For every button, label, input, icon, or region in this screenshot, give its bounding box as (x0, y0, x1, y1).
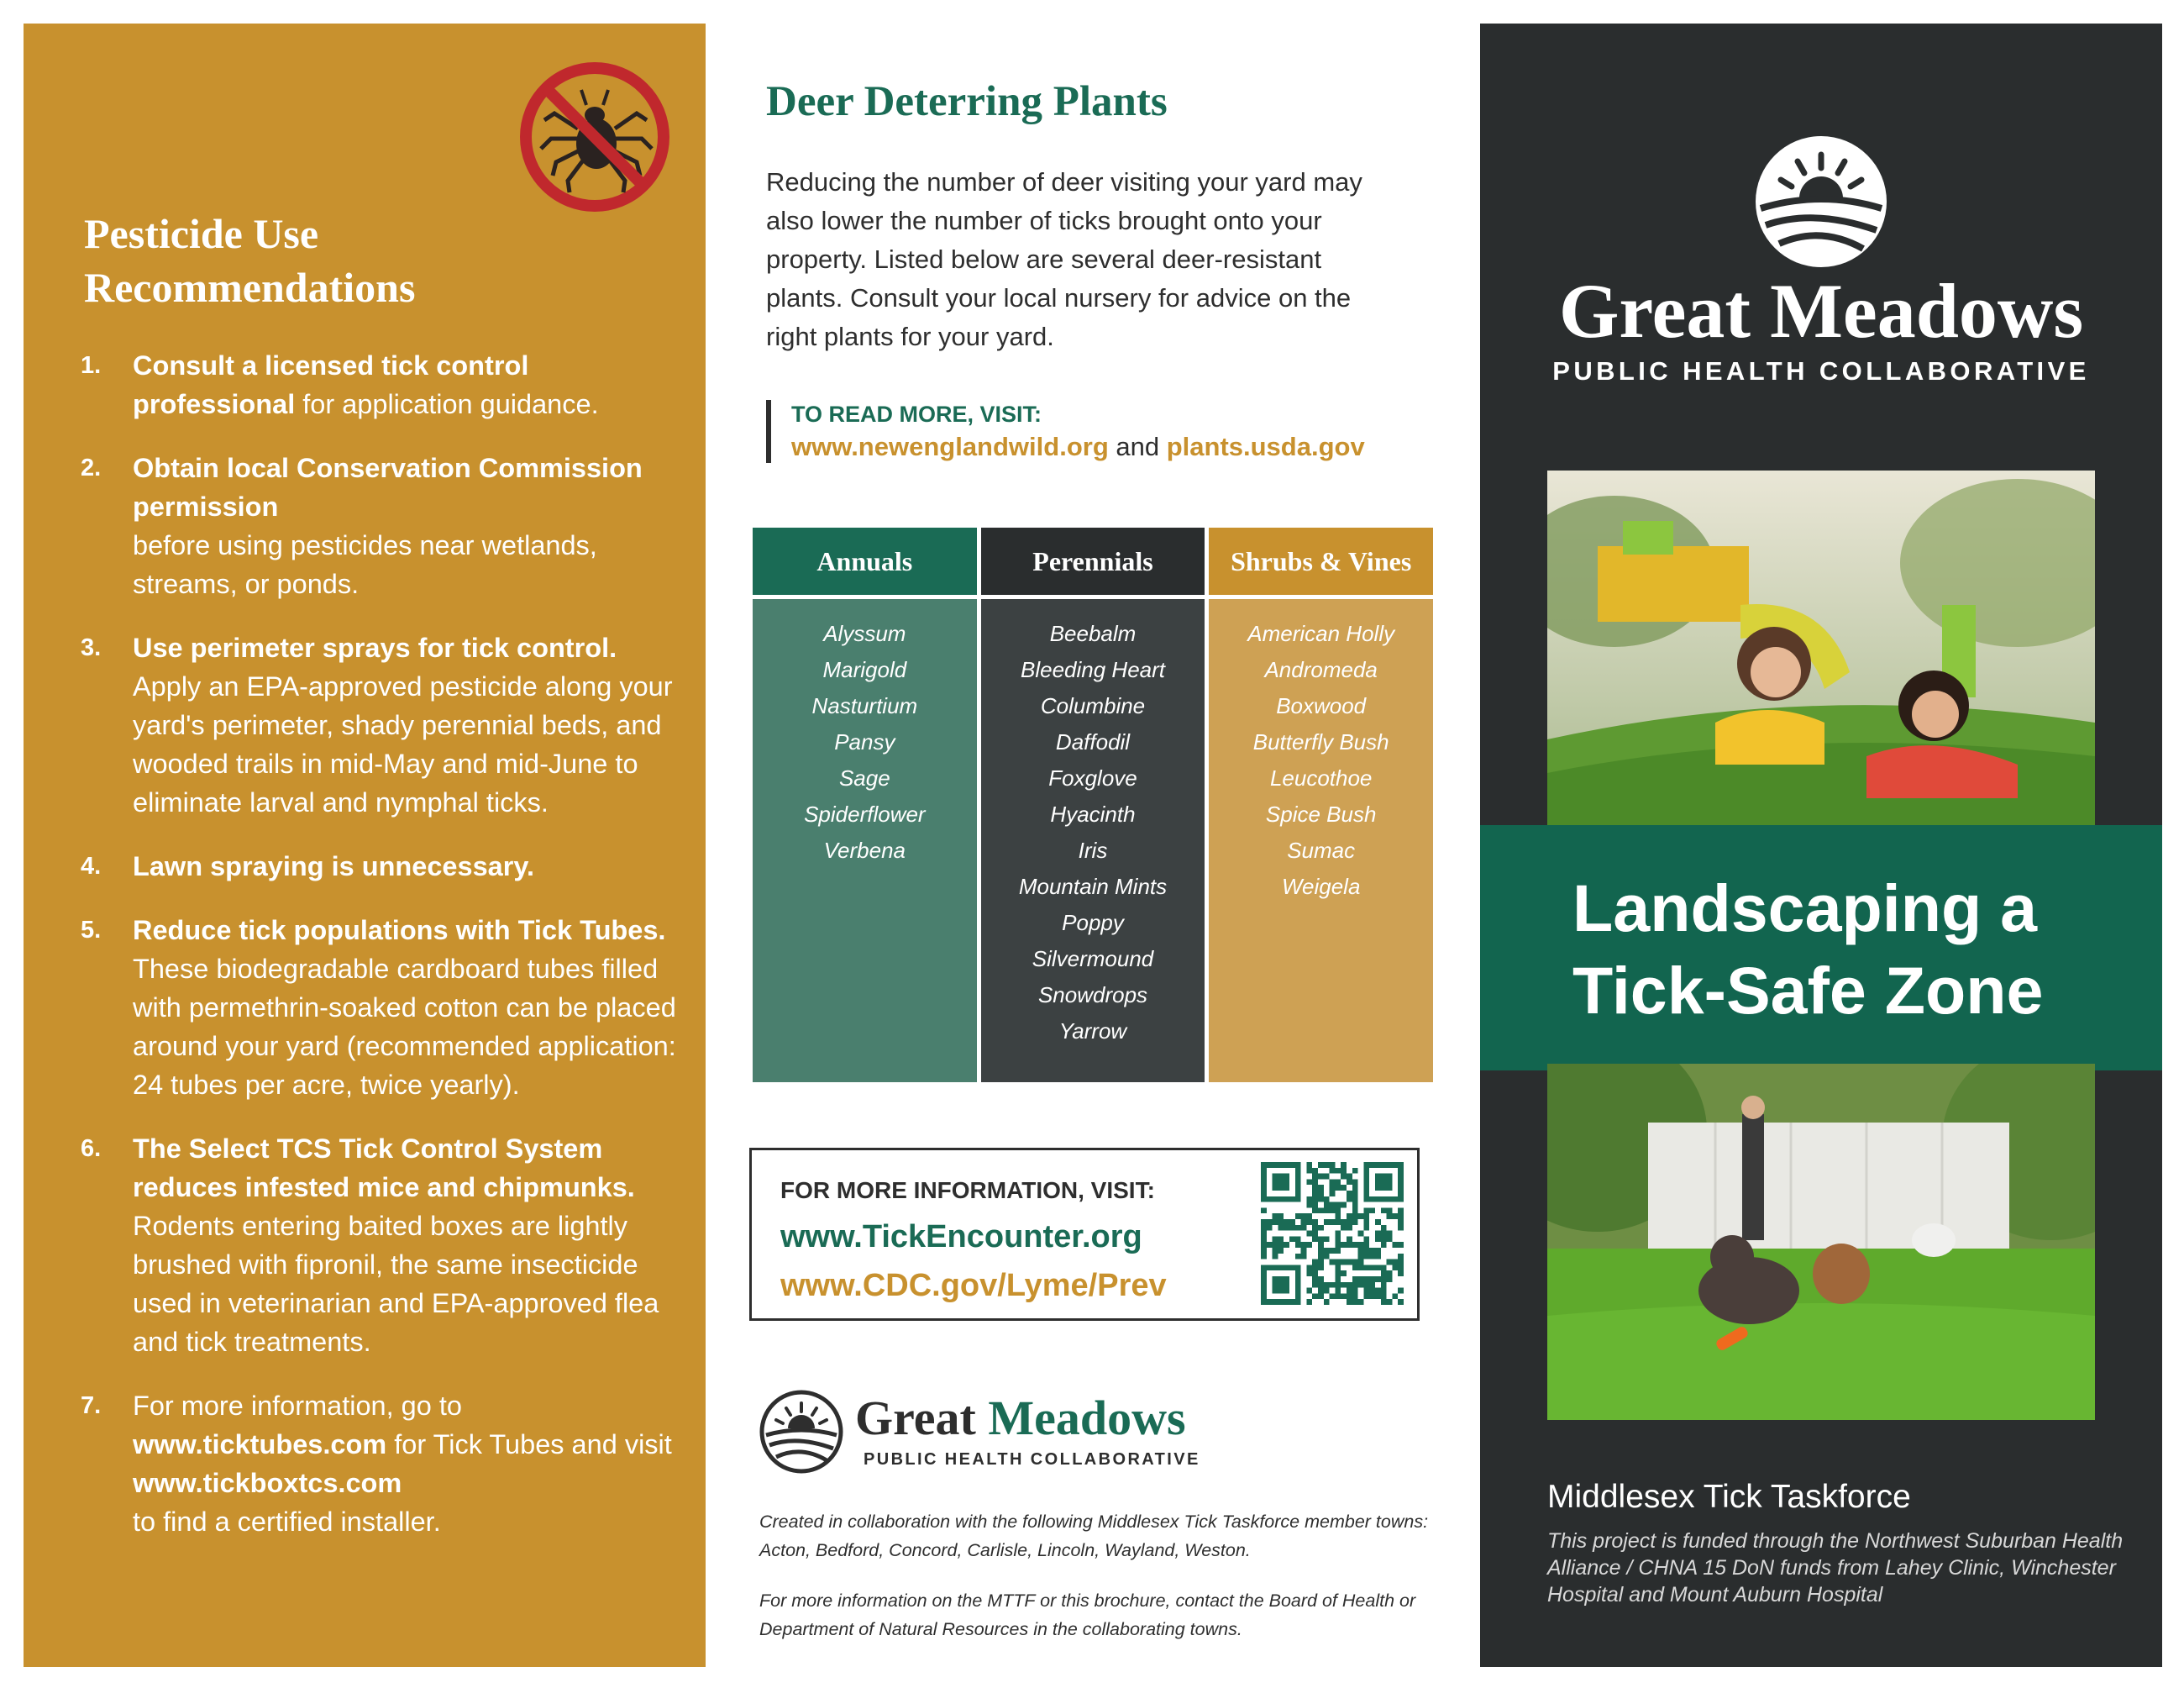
pesticide-panel (24, 24, 706, 1667)
pesticide-title: Pesticide Use Recommendations (84, 210, 416, 311)
plant-item: Sumac (1287, 838, 1356, 863)
tickboxtcs-link[interactable]: www.tickboxtcs.com (133, 1468, 402, 1498)
annuals-header: Annuals (753, 528, 977, 595)
plant-item: Leucothoe (1269, 765, 1373, 791)
qr-code[interactable] (1261, 1162, 1404, 1305)
perennials-list (981, 599, 1205, 1082)
title-band (1480, 825, 2162, 1070)
great-meadows-logo-icon (759, 1390, 843, 1474)
plant-item: Beebalm (1049, 621, 1137, 646)
plant-item: Daffodil (1055, 729, 1131, 755)
shrubs-column (1209, 528, 1433, 1082)
plant-item: American Holly (1247, 621, 1395, 646)
plant-item: Verbena (823, 838, 906, 863)
plant-item: Foxglove (1048, 765, 1137, 791)
plant-item: Hyacinth (1050, 802, 1136, 827)
list-item: 5. Reduce tick populations with Tick Tubes. These biodegradable cardboard tubes filled with permethrin-soaked cotton can be placed around your yard (recommended application: 24 tubes per acre, twice yearly). (81, 915, 676, 1100)
brochure-title: Landscaping a Tick-Safe Zone (1572, 870, 2044, 1028)
plant-item: Mountain Mints (1018, 874, 1168, 899)
plant-item: Butterfly Bush (1252, 729, 1389, 755)
more-info-box: FOR MORE INFORMATION, VISIT: www.TickEncounter.org www.CDC.gov/Lyme/Prev (749, 1148, 1420, 1321)
plant-item: Silvermound (1032, 946, 1154, 971)
annuals-list (753, 599, 977, 1082)
shrubs-list (1209, 599, 1433, 1082)
plant-item: Spiderflower (804, 802, 926, 827)
deer-plants-intro: Reducing the number of deer visiting your yard may also lower the number of ticks brought onto your property. Listed below are several deer-resistant plants. Consult your local nursery for advice on the right plants for your yard. (766, 167, 1362, 351)
plant-item: Weigela (1281, 874, 1361, 899)
plant-item: Columbine (1040, 693, 1146, 718)
great-meadows-logo-icon (1754, 134, 1888, 269)
newenglandwild-link[interactable]: www.newenglandwild.org (791, 432, 1109, 461)
plant-item: Alyssum (823, 621, 906, 646)
tickencounter-link[interactable]: www.TickEncounter.org (780, 1219, 1142, 1254)
plant-item: Bleeding Heart (1021, 657, 1165, 682)
brand-subtitle: PUBLIC HEALTH COLLABORATIVE (1552, 356, 2090, 386)
contact-note: For more information on the MTTF or this brochure, contact the Board of Health or Department of Natural Resources in the collaborating towns. (759, 1591, 1416, 1639)
plant-table (753, 528, 1433, 1082)
plant-item: Nasturtium (811, 693, 918, 718)
perennials-header: Perennials (981, 528, 1205, 595)
list-item: 3. Use perimeter sprays for tick control. Apply an EPA-approved pesticide along your yard's perimeter, shady perennial beds, and wooded trails in mid-May and mid-June to eliminate larval and nymphal ticks. (81, 633, 673, 818)
plant-item: Marigold (822, 657, 907, 682)
list-item: 6. The Select TCS Tick Control System reduces infested mice and chipmunks. Rodents entering baited boxes are lightly brushed with fipronil, the same insecticide used in veterinarian and EPA-approved flea and tick treatments. (81, 1133, 659, 1357)
plant-item: Boxwood (1276, 693, 1367, 718)
collaboration-credit: Created in collaboration with the following Middlesex Tick Taskforce member towns: Acton, Bedford, Concord, Carlisle, Lincoln, Wayland, Weston. (759, 1512, 1429, 1560)
plant-item: Spice Bush (1265, 802, 1377, 827)
taskforce-name: Middlesex Tick Taskforce (1547, 1479, 1911, 1515)
list-item: 7. For more information, go to www.ticktubes.com for Tick Tubes and visit www.tickboxtcs.com to find a certified installer. (81, 1391, 672, 1537)
plant-item: Andromeda (1264, 657, 1378, 682)
read-more-callout: TO READ MORE, VISIT: www.newenglandwild.org and plants.usda.gov (766, 400, 1455, 463)
cdc-lyme-link[interactable]: www.CDC.gov/Lyme/Prev (780, 1268, 1167, 1303)
recommendation-list (81, 346, 685, 1566)
plant-item: Poppy (1062, 910, 1124, 935)
cover-panel (1480, 24, 2162, 1667)
annuals-column (753, 528, 977, 1082)
brand-name: Great Meadows (1558, 268, 2084, 354)
plant-item: Snowdrops (1037, 982, 1148, 1007)
plant-item: Sage (838, 765, 890, 791)
plant-item: Pansy (834, 729, 895, 755)
no-tick-icon (519, 61, 670, 213)
dogs-lawn-photo (1547, 1064, 2095, 1420)
list-item: 4. Lawn spraying is unnecessary. (81, 851, 535, 881)
ticktubes-link[interactable]: www.ticktubes.com (133, 1429, 387, 1459)
shrubs-header: Shrubs & Vines (1209, 528, 1433, 595)
perennials-column (981, 528, 1205, 1082)
children-playground-photo (1547, 471, 2095, 840)
list-item: 2. Obtain local Conservation Commission permission before using pesticides near wetlands, streams, or ponds. (81, 453, 643, 599)
plant-item: Iris (1078, 838, 1108, 863)
deer-plants-title: Deer Deterring Plants (766, 78, 1168, 125)
funding-note: This project is funded through the Northwest Suburban Health Alliance / CHNA 15 DoN funds from Lahey Clinic, Winchester Hospital and Mount Auburn Hospital (1547, 1529, 2124, 1606)
great-meadows-logo-small: Great Meadows PUBLIC HEALTH COLLABORATIVE (756, 1386, 1210, 1479)
plant-item: Yarrow (1058, 1018, 1127, 1044)
usda-plants-link[interactable]: plants.usda.gov (1166, 432, 1365, 461)
list-item: 1. Consult a licensed tick control professional for application guidance. (81, 350, 599, 419)
